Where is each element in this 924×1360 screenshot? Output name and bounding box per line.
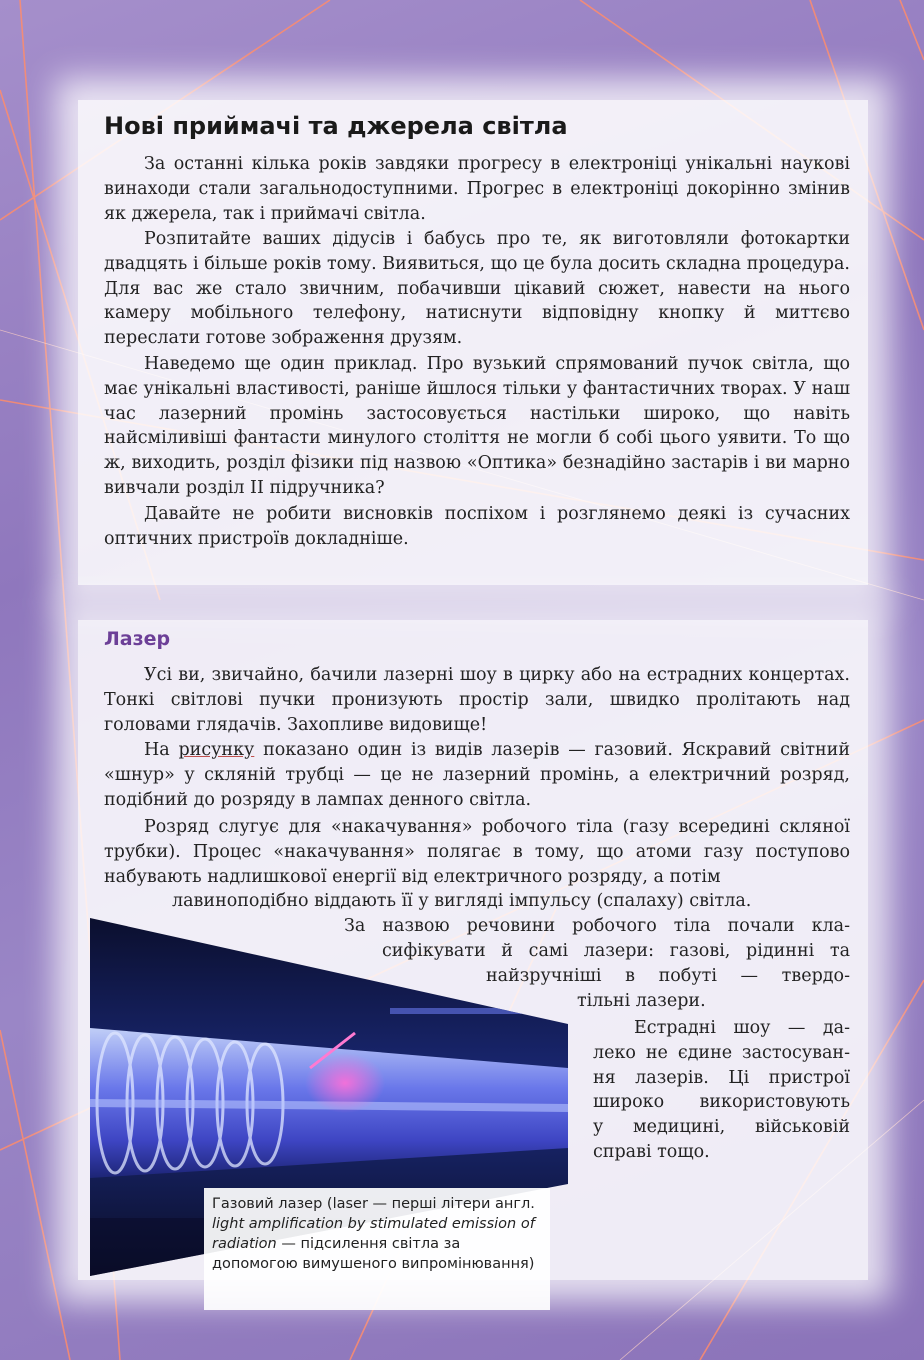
figure-caption bbox=[204, 1188, 550, 1310]
intro-paragraph-4: Давайте не робити висновків поспіхом і розглянемо деякі із сучасних оптичних пристроїв докладніше. bbox=[104, 504, 850, 549]
figure-link[interactable]: рисунку bbox=[178, 740, 255, 760]
laser-p2-post: показано один із видів лазерів — газовий. Яскравий світний «шнур» у скляній трубці — це не лазерний промінь, а електричний розряд, подібний до розряду в лампах денного світла. bbox=[104, 740, 850, 810]
wrap-line-9: широко використовують bbox=[593, 1092, 850, 1112]
wrap-line-3: сифікувати й самі лазери: газові, рідинні та bbox=[382, 941, 850, 961]
laser-paragraph-3: Розряд слугує для «накачування» робочого тіла (газу всередині скляної трубки). Процес «накачування» полягає в тому, що атоми газу поступово набувають надлишкової енергії від електричного розряду, а потім bbox=[104, 817, 850, 887]
wrap-line-5: тільні лазери. bbox=[577, 991, 706, 1011]
laser-heading: Лазер bbox=[104, 628, 171, 650]
laser-p2-pre: На bbox=[144, 740, 179, 760]
section-title: Нові приймачі та джерела світла bbox=[104, 112, 568, 140]
intro-paragraph-1: За останні кілька років завдяки прогресу в електроніці унікальні наукові винаходи стали загальнодоступними. Прогрес в електроніці докорінно змінив як джерела, так і приймачі світла. bbox=[104, 154, 850, 224]
wrap-line-2: За назвою речовини робочого тіла почали кла- bbox=[344, 916, 850, 936]
caption-text-1: Газовий лазер (laser — перші літери англ. bbox=[212, 1196, 535, 1212]
wrap-line-1: лавиноподібно віддають її у вигляді імпульсу (спалаху) світла. bbox=[172, 891, 752, 911]
intro-paragraph-3: Наведемо ще один приклад. Про вузький спрямований пучок світла, що має унікальні властивості, раніше йшлося тільки у фантастичних творах. У наш час лазерний промінь застосовується настільки широко, що навіть найсміливіші фантасти минулого століття не могли б собі цього уявити. То що ж, виходить, розділ фізики під назвою «Оптика» безнадійно застарів і ви марно вивчали розділ II підручника? bbox=[104, 354, 850, 498]
intro-paragraph-2: Розпитайте ваших дідусів і бабусь про те, як виготовляли фотокартки двадцять і більше років тому. Виявиться, що це була досить складна процедура. Для вас же стало звичним, побачивши цікавий сюжет, навести на нього камеру мобільного телефону, натиснути відповідну кнопку й миттєво переслати готове зображення друзям. bbox=[104, 229, 850, 349]
caption-text-2: — підсилення світла за допомогою вимушеного випромінювання) bbox=[212, 1236, 535, 1272]
wrap-line-7: леко не єдине застосуван- bbox=[593, 1043, 850, 1063]
wrap-line-4: найзручніші в побуті — твердо- bbox=[486, 966, 850, 986]
caption-italic: light amplification by stimulated emission of radiation bbox=[212, 1216, 535, 1252]
wrap-line-8: ня лазерів. Ці пристрої bbox=[593, 1068, 850, 1088]
wrap-line-10: у медицині, військовій bbox=[593, 1117, 850, 1137]
wrap-line-11: справі тощо. bbox=[593, 1142, 710, 1162]
laser-paragraph-2 bbox=[104, 738, 850, 812]
laser-paragraph-1: Усі ви, звичайно, бачили лазерні шоу в цирку або на естрадних концертах. Тонкі світлові пучки пронизують простір зали, швидко пролітають над головами глядачів. Захопливе видовище! bbox=[104, 665, 850, 735]
wrap-line-6: Естрадні шоу — да- bbox=[634, 1018, 850, 1038]
